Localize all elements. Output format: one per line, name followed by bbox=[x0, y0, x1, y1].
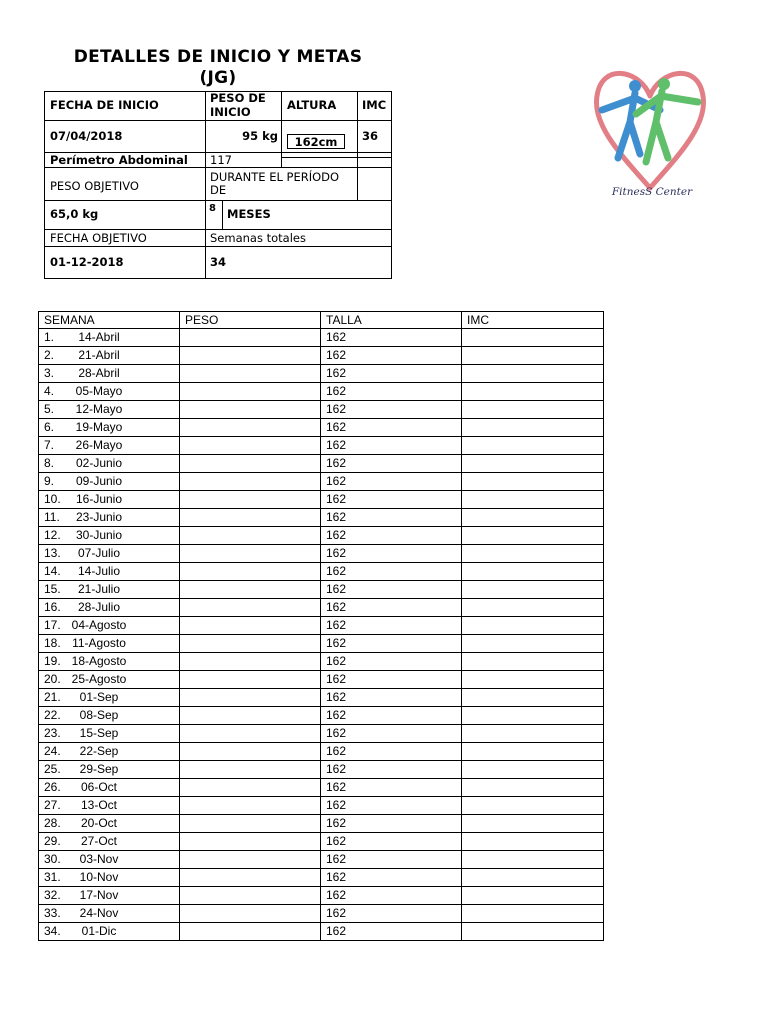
imc-cell bbox=[462, 383, 604, 401]
week-number: 14. bbox=[44, 564, 61, 578]
talla-cell: 162 bbox=[321, 509, 462, 527]
column-header-imc: IMC bbox=[462, 312, 604, 329]
week-date: 02-Junio bbox=[75, 456, 123, 470]
week-date: 09-Junio bbox=[75, 474, 123, 488]
talla-cell: 162 bbox=[321, 671, 462, 689]
talla-cell: 162 bbox=[321, 545, 462, 563]
column-header-semana: SEMANA bbox=[39, 312, 180, 329]
peso-cell bbox=[180, 653, 321, 671]
semana-cell bbox=[39, 707, 180, 725]
imc-cell bbox=[462, 527, 604, 545]
imc-cell bbox=[462, 833, 604, 851]
week-date: 06-Oct bbox=[80, 780, 117, 794]
week-number: 17. bbox=[44, 618, 61, 632]
week-date: 29-Sep bbox=[79, 762, 119, 776]
semana-cell bbox=[39, 671, 180, 689]
imc-cell bbox=[462, 923, 604, 941]
semana-cell bbox=[39, 635, 180, 653]
week-date: 20-Oct bbox=[80, 816, 117, 830]
imc-cell bbox=[462, 419, 604, 437]
semana-cell bbox=[39, 797, 180, 815]
peso-objetivo-label: PESO OBJETIVO bbox=[50, 179, 139, 193]
imc-cell bbox=[462, 599, 604, 617]
talla-cell: 162 bbox=[321, 869, 462, 887]
peso-inicio-label-1: PESO DE bbox=[210, 91, 266, 105]
imc-cell bbox=[462, 725, 604, 743]
imc-cell bbox=[462, 437, 604, 455]
talla-cell: 162 bbox=[321, 815, 462, 833]
table-row bbox=[39, 545, 604, 563]
week-date: 27-Oct bbox=[80, 834, 117, 848]
imc-label: IMC bbox=[362, 98, 387, 112]
week-date: 21-Julio bbox=[77, 582, 121, 596]
week-number: 24. bbox=[44, 744, 61, 758]
imc-cell bbox=[462, 761, 604, 779]
week-date: 21-Abril bbox=[78, 348, 120, 362]
talla-cell: 162 bbox=[321, 491, 462, 509]
talla-cell: 162 bbox=[321, 401, 462, 419]
semana-cell bbox=[39, 563, 180, 581]
peso-cell bbox=[180, 725, 321, 743]
imc-cell bbox=[462, 905, 604, 923]
table-row bbox=[39, 599, 604, 617]
semana-cell bbox=[39, 545, 180, 563]
week-number: 19. bbox=[44, 654, 61, 668]
durante-periodo-label: DURANTE EL PERÍODO DE bbox=[210, 170, 340, 197]
table-row bbox=[39, 707, 604, 725]
semana-cell bbox=[39, 383, 180, 401]
table-row bbox=[39, 509, 604, 527]
peso-cell bbox=[180, 635, 321, 653]
talla-cell: 162 bbox=[321, 779, 462, 797]
talla-cell: 162 bbox=[321, 473, 462, 491]
week-date: 08-Sep bbox=[79, 708, 119, 722]
week-number: 10. bbox=[44, 492, 61, 506]
column-header-peso: PESO bbox=[180, 312, 321, 329]
semana-cell bbox=[39, 491, 180, 509]
peso-cell bbox=[180, 923, 321, 941]
table-row bbox=[39, 725, 604, 743]
semana-cell bbox=[39, 905, 180, 923]
periodo-unit: MESES bbox=[227, 207, 271, 221]
table-row bbox=[39, 401, 604, 419]
peso-cell bbox=[180, 887, 321, 905]
table-row bbox=[39, 617, 604, 635]
week-number: 33. bbox=[44, 906, 61, 920]
week-date: 17-Nov bbox=[79, 888, 119, 902]
imc-cell bbox=[462, 509, 604, 527]
semana-cell bbox=[39, 347, 180, 365]
table-row bbox=[39, 923, 604, 941]
peso-cell bbox=[180, 383, 321, 401]
perimetro-value: 117 bbox=[210, 153, 232, 167]
peso-cell bbox=[180, 455, 321, 473]
week-number: 21. bbox=[44, 690, 61, 704]
imc-cell bbox=[462, 329, 604, 347]
week-number: 34. bbox=[44, 924, 61, 938]
week-number: 32. bbox=[44, 888, 61, 902]
imc-cell bbox=[462, 851, 604, 869]
peso-cell bbox=[180, 581, 321, 599]
table-row bbox=[39, 347, 604, 365]
week-number: 1. bbox=[44, 330, 55, 344]
imc-cell bbox=[462, 707, 604, 725]
peso-cell bbox=[180, 527, 321, 545]
table-row bbox=[39, 581, 604, 599]
semana-cell bbox=[39, 437, 180, 455]
peso-cell bbox=[180, 509, 321, 527]
peso-inicio-value: 95 kg bbox=[242, 129, 278, 143]
week-number: 28. bbox=[44, 816, 61, 830]
imc-cell bbox=[462, 491, 604, 509]
week-number: 29. bbox=[44, 834, 61, 848]
week-date: 05-Mayo bbox=[75, 384, 123, 398]
title-line-1: DETALLES DE INICIO Y METAS bbox=[73, 47, 363, 67]
week-date: 25-Agosto bbox=[71, 672, 127, 686]
peso-cell bbox=[180, 347, 321, 365]
column-header-talla: TALLA bbox=[321, 312, 462, 329]
semana-cell bbox=[39, 761, 180, 779]
week-number: 11. bbox=[44, 510, 60, 524]
table-row bbox=[39, 743, 604, 761]
peso-cell bbox=[180, 815, 321, 833]
week-number: 26. bbox=[44, 780, 61, 794]
talla-cell: 162 bbox=[321, 635, 462, 653]
peso-cell bbox=[180, 761, 321, 779]
title-line-2: (JG) bbox=[199, 68, 237, 88]
week-number: 23. bbox=[44, 726, 61, 740]
semana-cell bbox=[39, 923, 180, 941]
imc-cell bbox=[462, 815, 604, 833]
logo-text: FitnesS Center bbox=[611, 186, 693, 198]
table-row bbox=[39, 689, 604, 707]
talla-cell: 162 bbox=[321, 455, 462, 473]
table-row bbox=[39, 653, 604, 671]
week-number: 7. bbox=[44, 438, 55, 452]
week-date: 07-Julio bbox=[77, 546, 121, 560]
table-row bbox=[39, 671, 604, 689]
talla-cell: 162 bbox=[321, 653, 462, 671]
semana-cell bbox=[39, 509, 180, 527]
talla-cell: 162 bbox=[321, 707, 462, 725]
table-row bbox=[39, 563, 604, 581]
semana-cell bbox=[39, 869, 180, 887]
talla-cell: 162 bbox=[321, 419, 462, 437]
week-date: 30-Junio bbox=[75, 528, 123, 542]
table-row bbox=[39, 833, 604, 851]
semana-cell bbox=[39, 401, 180, 419]
semana-cell bbox=[39, 833, 180, 851]
imc-cell bbox=[462, 617, 604, 635]
table-row bbox=[39, 779, 604, 797]
week-date: 22-Sep bbox=[79, 744, 119, 758]
talla-cell: 162 bbox=[321, 833, 462, 851]
week-date: 24-Nov bbox=[79, 906, 119, 920]
peso-cell bbox=[180, 671, 321, 689]
week-date: 28-Abril bbox=[78, 366, 120, 380]
talla-cell: 162 bbox=[321, 329, 462, 347]
talla-cell: 162 bbox=[321, 851, 462, 869]
semanas-totales-value: 34 bbox=[210, 255, 227, 269]
week-number: 5. bbox=[44, 402, 55, 416]
semanas-totales-label: Semanas totales bbox=[210, 231, 306, 245]
talla-cell: 162 bbox=[321, 563, 462, 581]
weeks-table-body bbox=[39, 329, 604, 941]
week-number: 9. bbox=[44, 474, 55, 488]
semana-cell bbox=[39, 419, 180, 437]
fecha-objetivo-value: 01-12-2018 bbox=[50, 255, 124, 269]
imc-cell bbox=[462, 671, 604, 689]
semana-cell bbox=[39, 473, 180, 491]
semana-cell bbox=[39, 815, 180, 833]
altura-value: 162cm bbox=[294, 135, 338, 149]
talla-cell: 162 bbox=[321, 527, 462, 545]
table-row bbox=[39, 437, 604, 455]
talla-cell: 162 bbox=[321, 923, 462, 941]
week-date: 15-Sep bbox=[79, 726, 119, 740]
peso-cell bbox=[180, 365, 321, 383]
week-date: 04-Agosto bbox=[71, 618, 127, 632]
peso-cell bbox=[180, 707, 321, 725]
semana-cell bbox=[39, 617, 180, 635]
week-number: 25. bbox=[44, 762, 61, 776]
semana-cell bbox=[39, 653, 180, 671]
table-row bbox=[39, 761, 604, 779]
imc-cell bbox=[462, 455, 604, 473]
talla-cell: 162 bbox=[321, 581, 462, 599]
table-header-row bbox=[39, 312, 604, 329]
peso-cell bbox=[180, 473, 321, 491]
semana-cell bbox=[39, 455, 180, 473]
talla-cell: 162 bbox=[321, 347, 462, 365]
peso-cell bbox=[180, 869, 321, 887]
imc-cell bbox=[462, 401, 604, 419]
week-number: 27. bbox=[44, 798, 61, 812]
week-number: 3. bbox=[44, 366, 55, 380]
imc-value: 36 bbox=[362, 129, 379, 143]
imc-cell bbox=[462, 887, 604, 905]
table-row bbox=[39, 473, 604, 491]
table-row bbox=[39, 491, 604, 509]
imc-cell bbox=[462, 653, 604, 671]
table-row bbox=[39, 329, 604, 347]
week-number: 22. bbox=[44, 708, 61, 722]
week-number: 15. bbox=[44, 582, 61, 596]
fecha-inicio-value: 07/04/2018 bbox=[50, 129, 123, 143]
week-number: 31. bbox=[44, 870, 61, 884]
week-number: 12. bbox=[44, 528, 61, 542]
fecha-inicio-label: FECHA DE INICIO bbox=[50, 98, 159, 112]
table-row bbox=[39, 455, 604, 473]
table-row bbox=[39, 527, 604, 545]
table-row bbox=[39, 419, 604, 437]
perimetro-label: Perímetro Abdominal bbox=[50, 153, 188, 167]
week-date: 01-Sep bbox=[79, 690, 119, 704]
week-date: 11-Agosto bbox=[72, 636, 126, 650]
imc-cell bbox=[462, 347, 604, 365]
semana-cell bbox=[39, 581, 180, 599]
week-number: 20. bbox=[44, 672, 61, 686]
table-row bbox=[39, 887, 604, 905]
semana-cell bbox=[39, 725, 180, 743]
talla-cell: 162 bbox=[321, 887, 462, 905]
talla-cell: 162 bbox=[321, 689, 462, 707]
imc-cell bbox=[462, 869, 604, 887]
peso-inicio-label-2: INICIO bbox=[210, 105, 251, 119]
week-date: 12-Mayo bbox=[75, 402, 123, 416]
semana-cell bbox=[39, 365, 180, 383]
details-table bbox=[44, 91, 392, 279]
week-number: 8. bbox=[44, 456, 55, 470]
imc-cell bbox=[462, 797, 604, 815]
peso-cell bbox=[180, 401, 321, 419]
week-number: 4. bbox=[44, 384, 55, 398]
table-row bbox=[39, 815, 604, 833]
talla-cell: 162 bbox=[321, 437, 462, 455]
week-date: 13-Oct bbox=[80, 798, 117, 812]
talla-cell: 162 bbox=[321, 383, 462, 401]
altura-label: ALTURA bbox=[287, 98, 337, 112]
week-date: 23-Junio bbox=[75, 510, 123, 524]
imc-cell bbox=[462, 689, 604, 707]
week-date: 10-Nov bbox=[79, 870, 119, 884]
semana-cell bbox=[39, 743, 180, 761]
week-number: 2. bbox=[44, 348, 55, 362]
talla-cell: 162 bbox=[321, 797, 462, 815]
week-date: 01-Dic bbox=[81, 924, 117, 938]
peso-cell bbox=[180, 617, 321, 635]
peso-cell bbox=[180, 437, 321, 455]
peso-cell bbox=[180, 743, 321, 761]
imc-cell bbox=[462, 563, 604, 581]
periodo-value: 8 bbox=[209, 203, 216, 214]
week-number: 30. bbox=[44, 852, 61, 866]
semana-cell bbox=[39, 527, 180, 545]
peso-cell bbox=[180, 491, 321, 509]
imc-cell bbox=[462, 473, 604, 491]
imc-cell bbox=[462, 635, 604, 653]
peso-cell bbox=[180, 851, 321, 869]
week-date: 28-Julio bbox=[77, 600, 121, 614]
page-title bbox=[40, 47, 396, 89]
week-date: 26-Mayo bbox=[75, 438, 123, 452]
peso-cell bbox=[180, 329, 321, 347]
talla-cell: 162 bbox=[321, 761, 462, 779]
peso-cell bbox=[180, 599, 321, 617]
weekly-tracking-table bbox=[38, 311, 604, 941]
talla-cell: 162 bbox=[321, 905, 462, 923]
table-row bbox=[39, 365, 604, 383]
week-date: 18-Agosto bbox=[71, 654, 127, 668]
peso-cell bbox=[180, 563, 321, 581]
imc-cell bbox=[462, 581, 604, 599]
week-number: 16. bbox=[44, 600, 61, 614]
week-date: 03-Nov bbox=[79, 852, 119, 866]
peso-objetivo-value: 65,0 kg bbox=[50, 207, 99, 221]
talla-cell: 162 bbox=[321, 743, 462, 761]
table-row bbox=[39, 869, 604, 887]
talla-cell: 162 bbox=[321, 617, 462, 635]
peso-cell bbox=[180, 689, 321, 707]
week-date: 19-Mayo bbox=[75, 420, 123, 434]
peso-cell bbox=[180, 797, 321, 815]
talla-cell: 162 bbox=[321, 365, 462, 383]
week-date: 14-Abril bbox=[78, 330, 120, 344]
peso-cell bbox=[180, 833, 321, 851]
semana-cell bbox=[39, 887, 180, 905]
table-row bbox=[39, 905, 604, 923]
table-row bbox=[39, 797, 604, 815]
table-row bbox=[39, 383, 604, 401]
table-row bbox=[39, 635, 604, 653]
peso-cell bbox=[180, 905, 321, 923]
semana-cell bbox=[39, 599, 180, 617]
fecha-objetivo-label: FECHA OBJETIVO bbox=[50, 231, 147, 245]
table-row bbox=[39, 851, 604, 869]
week-number: 13. bbox=[44, 546, 61, 560]
fitness-center-logo-icon bbox=[588, 62, 712, 206]
semana-cell bbox=[39, 851, 180, 869]
imc-cell bbox=[462, 779, 604, 797]
semana-cell bbox=[39, 329, 180, 347]
talla-cell: 162 bbox=[321, 599, 462, 617]
week-date: 14-Julio bbox=[77, 564, 121, 578]
talla-cell: 162 bbox=[321, 725, 462, 743]
peso-cell bbox=[180, 545, 321, 563]
imc-cell bbox=[462, 365, 604, 383]
peso-cell bbox=[180, 779, 321, 797]
imc-cell bbox=[462, 545, 604, 563]
week-date: 16-Junio bbox=[75, 492, 123, 506]
week-number: 18. bbox=[44, 636, 61, 650]
imc-cell bbox=[462, 743, 604, 761]
semana-cell bbox=[39, 689, 180, 707]
semana-cell bbox=[39, 779, 180, 797]
week-number: 6. bbox=[44, 420, 55, 434]
peso-cell bbox=[180, 419, 321, 437]
